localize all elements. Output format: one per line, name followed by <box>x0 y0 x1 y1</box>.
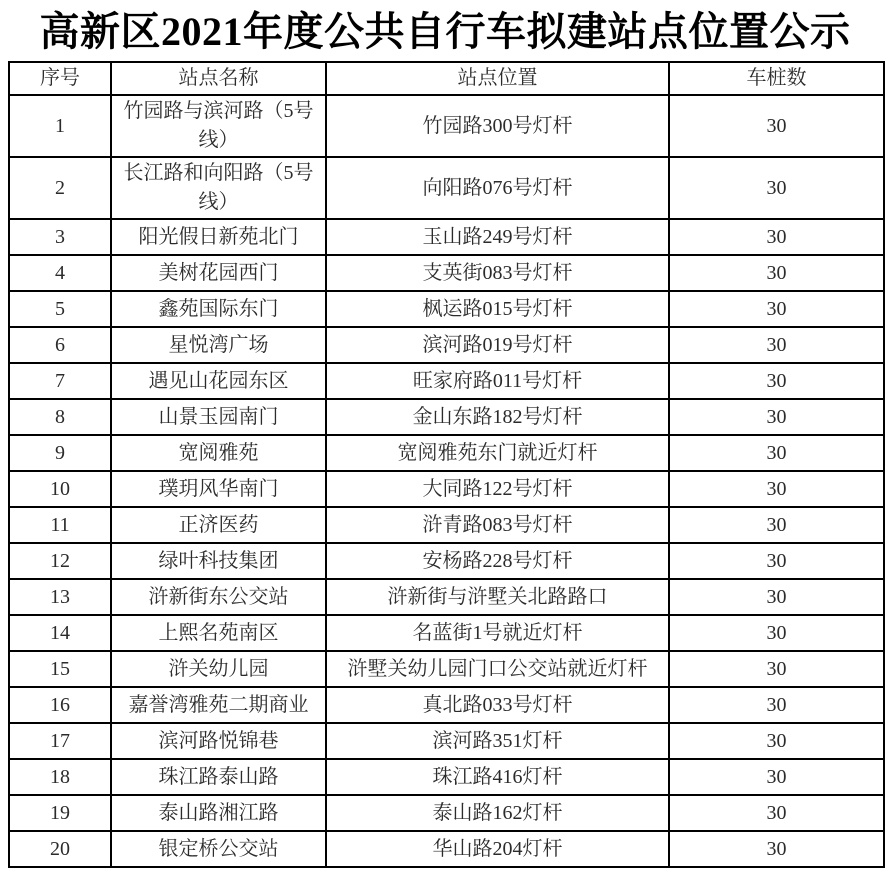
cell-piles: 30 <box>669 219 884 255</box>
cell-name: 滨河路悦锦巷 <box>111 723 326 759</box>
stations-table <box>8 61 885 868</box>
column-header-location: 站点位置 <box>326 62 669 95</box>
table-row <box>9 687 884 723</box>
table-row <box>9 435 884 471</box>
cell-piles: 30 <box>669 795 884 831</box>
cell-piles: 30 <box>669 327 884 363</box>
table-row <box>9 723 884 759</box>
cell-name: 珠江路泰山路 <box>111 759 326 795</box>
cell-no: 12 <box>9 543 111 579</box>
cell-name: 银定桥公交站 <box>111 831 326 867</box>
cell-piles: 30 <box>669 831 884 867</box>
cell-no: 7 <box>9 363 111 399</box>
table-row <box>9 399 884 435</box>
table-row <box>9 363 884 399</box>
cell-piles: 30 <box>669 615 884 651</box>
cell-piles: 30 <box>669 471 884 507</box>
cell-piles: 30 <box>669 399 884 435</box>
cell-name: 浒新街东公交站 <box>111 579 326 615</box>
cell-no: 11 <box>9 507 111 543</box>
cell-piles: 30 <box>669 579 884 615</box>
cell-location: 玉山路249号灯杆 <box>326 219 669 255</box>
table-row <box>9 255 884 291</box>
cell-name: 竹园路与滨河路（5号线） <box>111 95 326 157</box>
table-row <box>9 471 884 507</box>
cell-piles: 30 <box>669 157 884 219</box>
cell-name: 宽阅雅苑 <box>111 435 326 471</box>
table-row <box>9 327 884 363</box>
cell-no: 17 <box>9 723 111 759</box>
cell-no: 6 <box>9 327 111 363</box>
cell-name: 浒关幼儿园 <box>111 651 326 687</box>
cell-location: 真北路033号灯杆 <box>326 687 669 723</box>
cell-name: 璞玥风华南门 <box>111 471 326 507</box>
cell-no: 8 <box>9 399 111 435</box>
cell-piles: 30 <box>669 687 884 723</box>
cell-name: 山景玉园南门 <box>111 399 326 435</box>
cell-location: 安杨路228号灯杆 <box>326 543 669 579</box>
announcement-page <box>0 8 890 893</box>
cell-location: 珠江路416灯杆 <box>326 759 669 795</box>
cell-name: 泰山路湘江路 <box>111 795 326 831</box>
table-row <box>9 759 884 795</box>
cell-location: 向阳路076号灯杆 <box>326 157 669 219</box>
cell-location: 浒新街与浒墅关北路路口 <box>326 579 669 615</box>
cell-location: 金山东路182号灯杆 <box>326 399 669 435</box>
table-row <box>9 615 884 651</box>
table-row <box>9 157 884 219</box>
cell-no: 3 <box>9 219 111 255</box>
header-row <box>9 62 884 95</box>
cell-name: 嘉誉湾雅苑二期商业 <box>111 687 326 723</box>
table-row <box>9 579 884 615</box>
cell-no: 15 <box>9 651 111 687</box>
cell-no: 9 <box>9 435 111 471</box>
table-body <box>9 95 884 867</box>
table-row <box>9 543 884 579</box>
column-header-piles: 车桩数 <box>669 62 884 95</box>
cell-no: 16 <box>9 687 111 723</box>
table-row <box>9 795 884 831</box>
cell-piles: 30 <box>669 363 884 399</box>
cell-no: 1 <box>9 95 111 157</box>
cell-name: 长江路和向阳路（5号线） <box>111 157 326 219</box>
cell-piles: 30 <box>669 95 884 157</box>
cell-no: 18 <box>9 759 111 795</box>
cell-piles: 30 <box>669 255 884 291</box>
cell-name: 星悦湾广场 <box>111 327 326 363</box>
cell-location: 旺家府路011号灯杆 <box>326 363 669 399</box>
column-header-index: 序号 <box>9 62 111 95</box>
cell-no: 14 <box>9 615 111 651</box>
cell-location: 华山路204灯杆 <box>326 831 669 867</box>
cell-no: 4 <box>9 255 111 291</box>
table-row <box>9 95 884 157</box>
cell-name: 绿叶科技集团 <box>111 543 326 579</box>
cell-name: 美树花园西门 <box>111 255 326 291</box>
cell-location: 宽阅雅苑东门就近灯杆 <box>326 435 669 471</box>
cell-name: 鑫苑国际东门 <box>111 291 326 327</box>
table-row <box>9 831 884 867</box>
cell-location: 大同路122号灯杆 <box>326 471 669 507</box>
page-title: 高新区2021年度公共自行车拟建站点位置公示 <box>39 9 851 54</box>
cell-location: 竹园路300号灯杆 <box>326 95 669 157</box>
cell-piles: 30 <box>669 723 884 759</box>
table-row <box>9 651 884 687</box>
cell-name: 上熙名苑南区 <box>111 615 326 651</box>
table-row <box>9 219 884 255</box>
cell-name: 阳光假日新苑北门 <box>111 219 326 255</box>
column-header-name: 站点名称 <box>111 62 326 95</box>
cell-location: 浒墅关幼儿园门口公交站就近灯杆 <box>326 651 669 687</box>
cell-location: 支英街083号灯杆 <box>326 255 669 291</box>
cell-name: 遇见山花园东区 <box>111 363 326 399</box>
cell-location: 滨河路351灯杆 <box>326 723 669 759</box>
cell-piles: 30 <box>669 507 884 543</box>
cell-no: 19 <box>9 795 111 831</box>
cell-no: 13 <box>9 579 111 615</box>
cell-no: 10 <box>9 471 111 507</box>
cell-location: 枫运路015号灯杆 <box>326 291 669 327</box>
cell-location: 滨河路019号灯杆 <box>326 327 669 363</box>
cell-piles: 30 <box>669 651 884 687</box>
cell-no: 20 <box>9 831 111 867</box>
cell-location: 泰山路162灯杆 <box>326 795 669 831</box>
cell-piles: 30 <box>669 543 884 579</box>
cell-piles: 30 <box>669 759 884 795</box>
table-row <box>9 507 884 543</box>
table-head <box>9 62 884 95</box>
cell-name: 正济医药 <box>111 507 326 543</box>
cell-location: 浒青路083号灯杆 <box>326 507 669 543</box>
cell-piles: 30 <box>669 291 884 327</box>
cell-piles: 30 <box>669 435 884 471</box>
cell-no: 5 <box>9 291 111 327</box>
cell-location: 名蓝街1号就近灯杆 <box>326 615 669 651</box>
cell-no: 2 <box>9 157 111 219</box>
table-row <box>9 291 884 327</box>
